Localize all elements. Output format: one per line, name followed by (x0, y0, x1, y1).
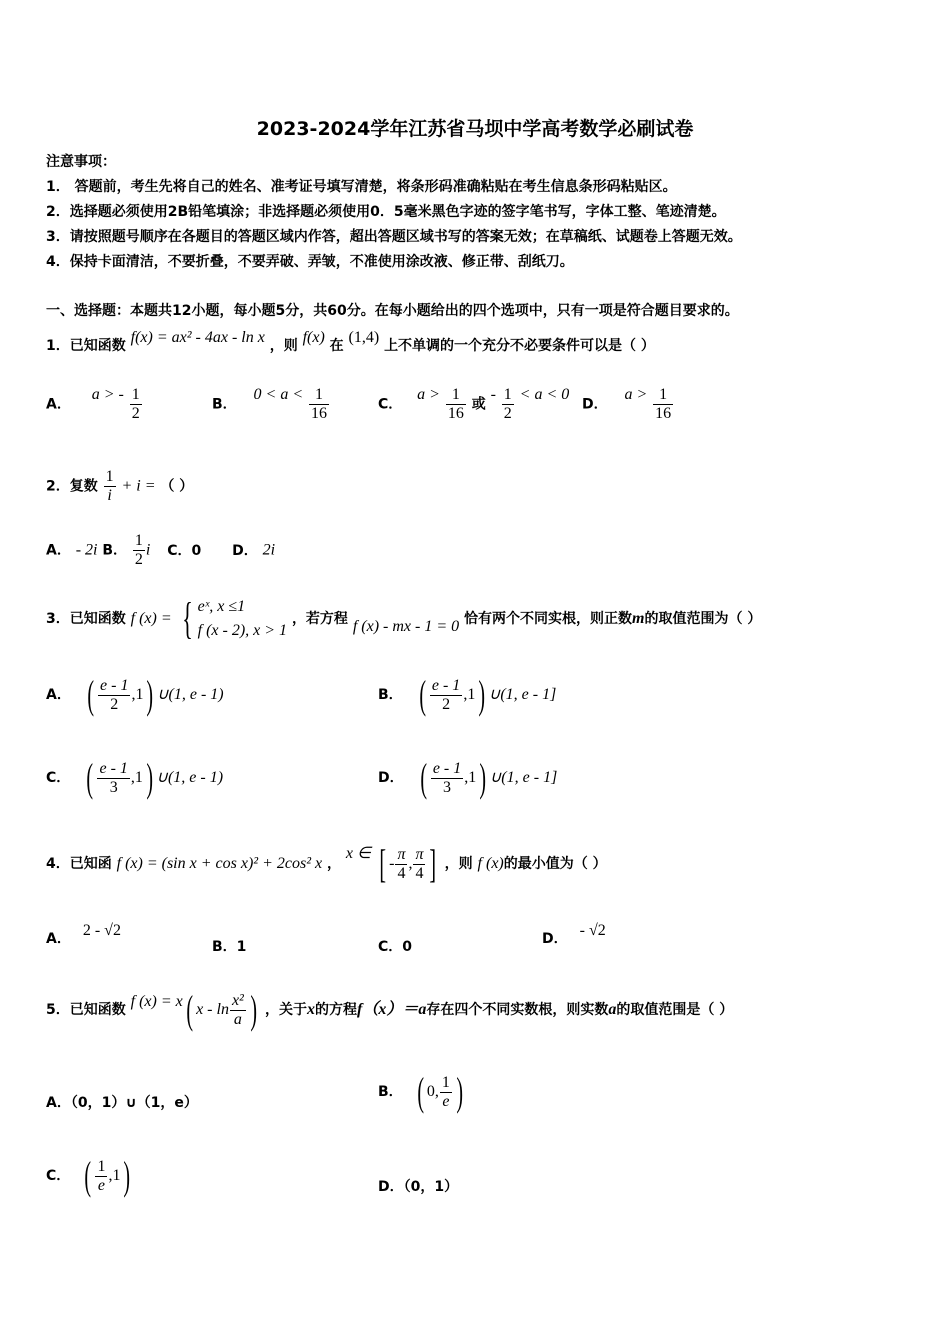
q4-function: f (x) = (sin x + cos x)² + 2cos² x (116, 855, 323, 872)
q2-option-d[interactable]: 2i (262, 541, 276, 559)
q4-option-c[interactable]: C．0 (378, 939, 413, 955)
q1-option-d-label: D． (582, 396, 608, 413)
q5-fx: f (x) = x (130, 993, 183, 1010)
q1-option-d[interactable] (582, 386, 674, 423)
notice-item-4: 4．保持卡面清洁，不要折叠，不要弄破、弄皱，不准使用涂改液、修正带、刮纸刀。 (46, 254, 574, 270)
q3-mid: ，若方程 (291, 611, 348, 627)
q4-comma: ， (326, 856, 341, 872)
q1-option-c-or: 或 (471, 396, 486, 413)
q1-option-c-minus: - (490, 385, 496, 403)
q1-option-c-label: C． (378, 396, 403, 413)
q3-fx: f (x) = (130, 610, 172, 627)
q1-fx: f(x) (302, 329, 325, 346)
q3-option-c-label: C． (46, 770, 71, 786)
q3-tail: 恰有两个不同实根，则正数 (464, 611, 632, 627)
q5-x: x (307, 1001, 316, 1018)
q5-equation: f（x）＝a (357, 1001, 427, 1018)
q5-a: a (608, 1001, 617, 1018)
q4-option-d[interactable]: D． - √2 (542, 922, 606, 947)
page-title: 2023-2024学年江苏省马坝中学高考数学必刷试卷 (256, 118, 694, 140)
q3-option-d-label: D． (378, 770, 404, 786)
q4-frac-2: $\frac{\pi}{4}$ (415, 845, 424, 882)
q1-option-a[interactable] (46, 386, 143, 423)
q1-mid1: ，则 (269, 338, 298, 354)
q1-option-a-fraction: $\frac{1}{2}$ (131, 386, 140, 422)
q2-fraction: $\frac{1}{i}$ (105, 468, 114, 504)
q2-expr: + i = (121, 477, 156, 495)
q2-option-b-label[interactable]: B． (102, 542, 128, 559)
q1-option-d-lhs: a > (624, 385, 648, 403)
q2-option-b-i: i (145, 541, 151, 559)
q5-tail2: 的方程 (315, 1002, 358, 1018)
q2-option-a-label[interactable]: A． (46, 542, 71, 559)
q3-option-b-label: B． (378, 687, 403, 703)
section-heading: 一、选择题：本题共12小题，每小题5分，共60分。在每小题给出的四个选项中，只有一项是符合题目要求的。 (46, 303, 739, 319)
question-3 (46, 595, 761, 643)
q5-tail3: 存在四个不同实数根，则实数 (426, 1002, 609, 1018)
q3-tail2: 的取值范围为（ ） (644, 611, 762, 627)
q4-tail-pre: ，则 (444, 856, 473, 872)
q4-tail: 的最小值为（ ） (503, 856, 607, 872)
q3-lead: 3．已知函数 (46, 611, 126, 627)
q1-option-c-rhs: < a < 0 (519, 385, 570, 403)
q2-option-b-fraction[interactable]: $\frac{1}{2}$ (134, 532, 143, 568)
q5-option-b-label: B． (378, 1084, 403, 1100)
q2-option-c[interactable]: C．0 (167, 542, 202, 559)
notice-item-3: 3．请按照题号顺序在各题目的答题区域内作答，超出答题区域书写的答案无效；在草稿纸、试题卷上答题无效。 (46, 229, 742, 245)
q5-fraction: $\frac{\text{x²}}{a}$ (231, 991, 244, 1028)
q3-left-brace: { (181, 594, 193, 643)
q1-lead: 1．已知函数 (46, 338, 126, 354)
q5-tail4: 的取值范围是（ ） (616, 1002, 734, 1018)
q5-option-a[interactable]: A．（0，1）∪（1，e） (46, 1095, 198, 1111)
q4-x-in: x ∈ (345, 845, 371, 862)
q1-option-c-fraction-2: $\frac{1}{2}$ (503, 386, 512, 422)
question-5: 5．已知函数 f (x) = x( x - ln $\frac{\text{x²}}{a}$ ) ，关于x的方程f（x）＝a存在四个不同实数根，则实数a的取值范围是（ ） (46, 987, 734, 1032)
q1-function: f(x) = ax² - 4ax - ln x (130, 329, 265, 346)
q1-option-c-lhs: a > (417, 385, 440, 403)
q1-option-c[interactable] (378, 386, 569, 423)
q2-options (46, 532, 275, 569)
q4-neg: - (389, 855, 395, 872)
q1-option-a-label: A． (46, 396, 71, 413)
q1-option-a-lhs: a > - (91, 385, 124, 403)
q5-option-b[interactable]: B． ( 0, $\frac{1}{e}$ ) (378, 1069, 463, 1114)
notice-item-1: 1． 答题前，考生先将自己的姓名、准考证号填写清楚，将条形码准确粘贴在考生信息条形码粘贴区。 (46, 179, 677, 195)
q4-fx: f (x) (477, 855, 504, 872)
q5-lead: 5．已知函数 (46, 1002, 126, 1018)
question-4: 4．已知函 f (x) = (sin x + cos x)² + 2cos² x ， x ∈ [ - $\frac{\pi}{4}$ , $\frac{\pi}{4}$ ] ，则 f (x)的最小值为（ ） (46, 841, 607, 886)
q4-lead: 4．已知函 (46, 856, 112, 872)
q1-option-b-lhs: 0 < a < (253, 385, 304, 403)
q5-inner: x - ln (196, 1001, 229, 1018)
q4-frac-1: $\frac{\pi}{4}$ (397, 845, 406, 882)
q3-case-2: f (x - 2), x > 1 (197, 622, 288, 639)
q5-tail: ，关于 (265, 1002, 308, 1018)
q2-option-d-label[interactable]: D． (232, 542, 258, 559)
question-1 (46, 329, 655, 354)
q1-option-d-fraction: $\frac{1}{16}$ (655, 386, 672, 422)
q1-interval: (1,4) (348, 329, 380, 346)
q2-lead: 2．复数 (46, 478, 98, 495)
q3-option-d[interactable]: D． ( $\frac{e - 1}{3}$ ,1) ∪(1, e - 1] (378, 755, 558, 800)
q1-mid2: 在 (329, 338, 344, 354)
q5-option-d[interactable]: D．（0，1） (378, 1179, 459, 1195)
q1-option-b[interactable] (212, 386, 330, 423)
q1-option-b-fraction: $\frac{1}{16}$ (311, 386, 328, 422)
q1-option-b-label: B． (212, 396, 237, 413)
q1-option-c-fraction: $\frac{1}{16}$ (447, 386, 464, 422)
q4-option-a[interactable]: A． 2 - √2 (46, 922, 121, 947)
q3-equation: f (x) - mx - 1 = 0 (352, 618, 460, 635)
q5-option-c-label: C． (46, 1168, 71, 1184)
q2-tail: （ ） (160, 478, 194, 495)
q3-option-c[interactable]: C． ( $\frac{e - 1}{3}$ ,1) ∪(1, e - 1) (46, 755, 224, 800)
q3-m: m (632, 610, 645, 627)
q3-case-1: eˣ, x ≤1 (197, 598, 246, 615)
notice-item-2: 2．选择题必须使用2B铅笔填涂；非选择题必须使用0．5毫米黑色字迹的签字笔书写，字体工整、笔迹清楚。 (46, 204, 726, 220)
q3-option-a[interactable]: A． ( $\frac{e - 1}{2}$ ,1) ∪(1, e - 1) (46, 672, 224, 717)
q4-option-b[interactable]: B．1 (212, 939, 247, 955)
q5-option-c[interactable]: C． ( $\frac{1}{e}$ ,1) (46, 1153, 131, 1198)
question-2 (46, 468, 193, 505)
q1-tail: 上不单调的一个充分不必要条件可以是（ ） (384, 338, 655, 354)
q3-option-a-label: A． (46, 687, 71, 703)
q3-cases (198, 595, 287, 643)
notice-heading: 注意事项： (46, 154, 116, 170)
q3-option-b[interactable]: B． ( $\frac{e - 1}{2}$ ,1) ∪(1, e - 1] (378, 672, 557, 717)
q2-option-a[interactable]: - 2i (75, 541, 98, 559)
